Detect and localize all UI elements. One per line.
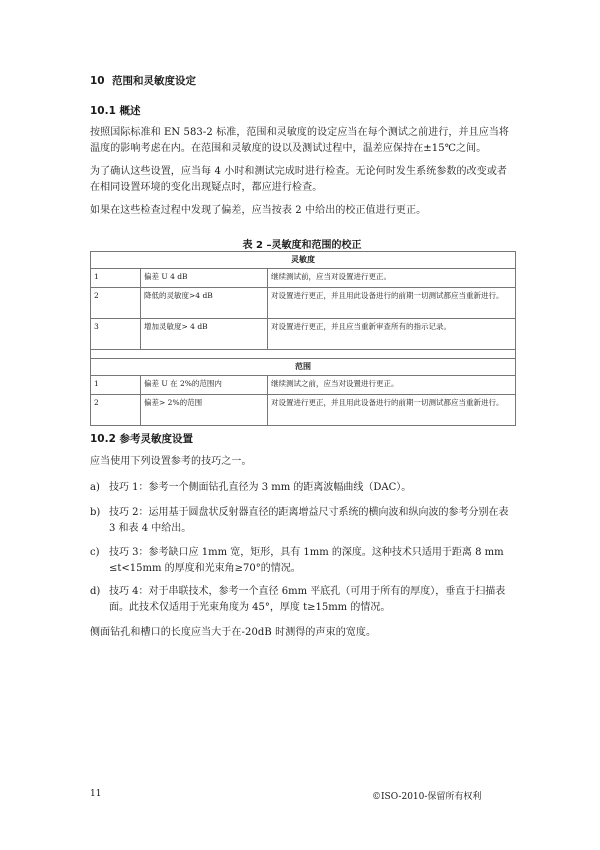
row-action: 对设置进行更正，并且应当重新审查所有的指示记录。 [268,319,516,350]
page-number: 11 [90,789,102,799]
list-label: d) [90,586,101,597]
list-item [90,584,514,616]
row-action: 继续测试前，应当对设置进行更正。 [268,269,516,288]
section-title: 范围和灵敏度设定 [112,75,196,87]
subsection-heading-reference: 10.2 参考灵敏度设置 [90,433,194,445]
sensitivity-section-header: 灵敏度 [91,252,516,269]
row-deviation: 偏差 U 在 2%的范围内 [141,376,268,395]
list-label: c) [90,547,100,558]
row-number: 2 [91,288,141,319]
paragraph-closing: 侧面钻孔和槽口的长度应当大于在-20dB 时测得的声束的宽度。 [90,627,377,638]
list-text: 技巧 4：对于串联技术，参考一个直径 6mm 平底孔（可用于所有的厚度），垂直于扫描表面。此技术仅适用于光束角度为 45°，厚度 t≥15mm 的情况。 [109,586,506,613]
row-deviation: 偏差 U 4 dB [141,269,268,288]
row-action: 对设置进行更正，并且用此设备进行的前期一切测试都应当重新进行。 [268,395,516,426]
table-row [91,319,516,350]
range-section-header: 范围 [91,359,516,376]
table-spacer [91,350,516,359]
list-item [90,480,514,496]
list-text: 技巧 2：运用基于圆盘状反射器直径的距离增益尺寸系统的横向波和纵向波的参考分别在表 3 和表 4 中给出。 [109,507,509,534]
row-number: 2 [91,395,141,426]
row-deviation: 增加灵敏度> 4 dB [141,319,268,350]
list-label: b) [90,507,101,518]
subsection-heading-overview: 10.1 概述 [90,105,141,117]
table-row [91,395,516,426]
paragraph-checks: 为了确认这些设置，应当每 4 小时和测试完成时进行检查。无论何时发生系统参数的改变或者在相同设置环境的变化出现疑点时，都应进行检查。 [90,166,508,193]
table-row [91,376,516,395]
row-number: 1 [91,269,141,288]
list-text: 技巧 1：参考一个侧面钻孔直径为 3 mm 的距离波幅曲线（DAC）。 [109,482,412,493]
copyright-notice: ©ISO-2010-保留所有权利 [372,792,482,802]
row-action: 继续测试之前，应当对设置进行更正。 [268,376,516,395]
table-caption: 表 2 –灵敏度和范围的校正 [242,240,362,251]
list-item [90,545,514,577]
row-number: 1 [91,376,141,395]
paragraph-intro: 应当使用下列设置参考的技巧之一。 [90,456,252,467]
paragraph-deviation: 如果在这些检查过程中发现了偏差，应当按表 2 中给出的校正值进行更正。 [90,205,427,216]
row-action: 对设置进行更正，并且用此设备进行的前期一切测试都应当重新进行。 [268,288,516,319]
row-number: 3 [91,319,141,350]
list-label: a) [90,482,100,493]
list-text: 技巧 3：参考缺口应 1mm 宽，矩形，具有 1mm 的深度。这种技术只适用于距离 8 mm ≤t<15mm 的厚度和光束角≥70°的情况。 [109,547,504,574]
section-heading [90,73,196,88]
table-row [91,288,516,319]
row-deviation: 偏差> 2%的范围 [141,395,268,426]
list-item [90,505,514,537]
table-row [91,269,516,288]
section-number: 10 [90,75,105,87]
calibration-table [90,251,516,426]
row-deviation: 降低的灵敏度>4 dB [141,288,268,319]
paragraph-standards: 按照国际标准和 EN 583-2 标准，范围和灵敏度的设定应当在每个测试之前进行，并且应当将温度的影响考虑在内。在范围和灵敏度的设以及测试过程中，温差应保持在±15℃之间。 [90,127,510,154]
